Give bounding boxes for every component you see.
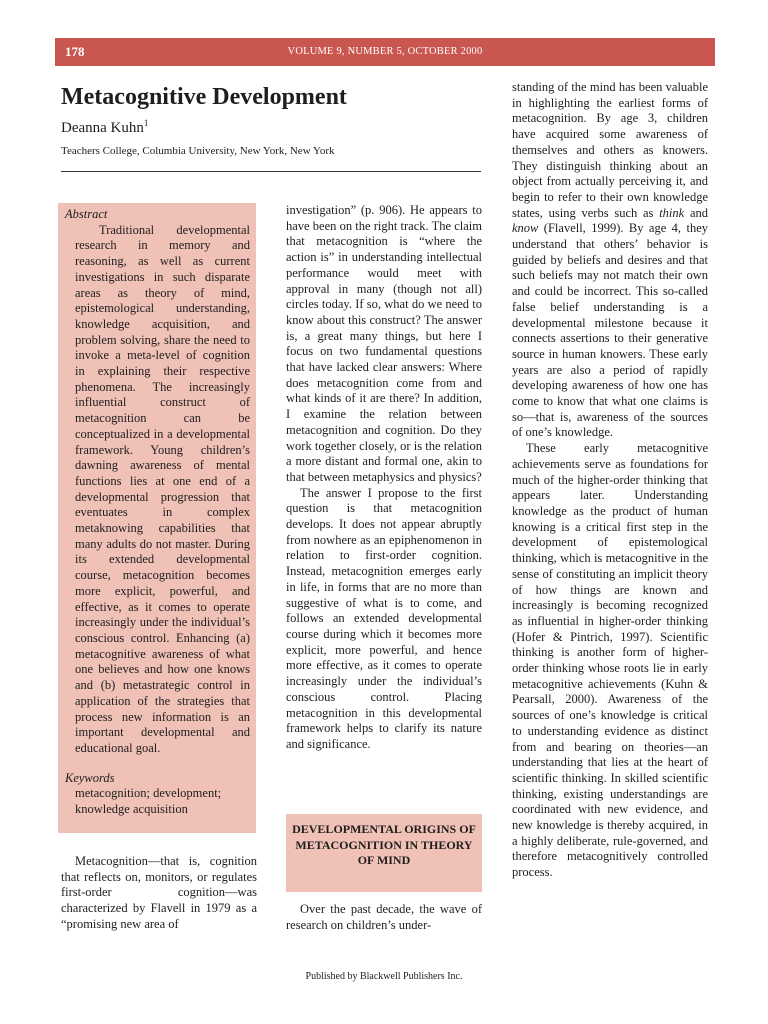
- paragraph: The answer I propose to the first question is that metacognition develops. It does not appear abruptly from nowhere as an epiphenomenon in relation to first-order cognition. Instead, metacognition emerges early in life, in forms that are no more than suggestive of what is to come, and follows an extended developmental course during which it becomes more explicit, more powerful, and hence more effective, as it comes to operate increasingly under the individual’s conscious control. Placing metacognition in this developmental framework helps to clarify its nature and significance.: [286, 485, 482, 751]
- abstract-text: Traditional developmental research in memory and reasoning, as well as current investigations in such disparate areas as theory of mind, epistemological understanding, knowledge acquisition, and problem solving, share the need to invoke a meta-level of cognition in explaining their respective phenomena. The increasingly influential construct of metacognition can be conceptualized in a developmental framework. Young children’s dawning awareness of mental functions lies at one end of a developmental progression that eventuates in complex metaknowing capabilities that many adults do not master. During its extended developmental course, metacognition becomes more explicit, powerful, and effective, as it comes to operate increasingly under the individual’s conscious control. Enhancing (a) metacognitive awareness of what one believes and how one knows and (b) metastrategic control in application of the strategies that process new information is an important developmental and educational goal.: [75, 222, 250, 755]
- keywords-label: Keywords: [65, 770, 115, 785]
- intro-paragraph: Metacognition—that is, cognition that reflects on, monitors, or regulates first-order cognition—was characterized by Flavell in 1979 as a “promising new area of: [61, 854, 257, 931]
- affiliation: Teachers College, Columbia University, New York, New York: [61, 145, 335, 157]
- keywords-text: metacognition; development; knowledge acquisition: [75, 786, 222, 817]
- article-title: Metacognitive Development: [61, 84, 347, 110]
- abstract-box: [58, 203, 256, 833]
- column-3-body: [512, 80, 708, 881]
- text-run: and: [684, 205, 708, 220]
- paragraph: [512, 80, 708, 441]
- paragraph: Over the past decade, the wave of research on children’s under-: [286, 902, 482, 932]
- italic-term: know: [512, 221, 539, 236]
- author-footnote: 1: [143, 118, 149, 128]
- section-heading: DEVELOPMENTAL ORIGINS OF METACOGNITION IN THEORY OF MIND: [286, 814, 482, 892]
- text-run: (Flavell, 1999). By age 4, they understand that others’ behavior is guided by beliefs and desires and that such beliefs may not match their own and could be incorrect. This so-called false belief understanding is a developmental milestone because it connects assertions to their generative source in human knowers. These early years are also a period of rapidly developing awareness of how one has come to know that what one claims is so—that is, awareness of the sources of one’s knowledge.: [512, 221, 708, 440]
- column-2-body: [286, 203, 482, 753]
- column-2-bottom: [286, 902, 482, 933]
- abstract-label: Abstract: [65, 207, 108, 221]
- running-head: VOLUME 9, NUMBER 5, OCTOBER 2000: [287, 46, 483, 57]
- publisher-footer: Published by Blackwell Publishers Inc.: [305, 971, 463, 982]
- page-number: 178: [65, 44, 85, 59]
- author-name: Deanna Kuhn: [61, 120, 144, 136]
- header-bar: [55, 38, 715, 66]
- italic-term: think: [659, 205, 685, 220]
- column-1-body: [61, 854, 257, 933]
- paragraph: These early metacognitive achievements serve as foundations for much of the higher-order thinking that appears later. Understanding knowledge as the product of human knowing is a critical first step in the development of epistemological thinking, which is metacognitive in the sense of constituting an implicit theory of how things are known and increasingly is becoming recognized as influential in higher-order thinking (Hofer & Pintrich, 1997). Scientific thinking is another form of higher-order thinking whose roots lie in early metacognitive achievements (Kuhn & Pearsall, 2000). Awareness of the sources of one’s knowledge is critical to understanding evidence as distinct from and bearing on theories—an understanding that lies at the heart of scientific thinking. In skilled scientific thinking, existing understandings are coordinated with new evidence, and new knowledge is thereby acquired, in a highly deliberate, rule-governed, and therefore metacognitively controlled process.: [512, 441, 708, 880]
- text-run: standing of the mind has been valuable in highlighting the earliest forms of metacognition. By age 3, children have acquired some awareness of themselves and others as knowers. They distinguish thinking about an object from actually perceiving it, and begin to refer to their own knowledge states, using verbs such as: [512, 80, 708, 220]
- paragraph: investigation” (p. 906). He appears to have been on the right track. The claim that metacognition is “where the action is” in understanding intellectual performance would meet with approval in many (though not all) circles today. If so, what do we need to know about this construct? The answer is, a great many things, but here I focus on two fundamental questions that have lacked clear answers: Where does metacognition come from and what kinds of it are there? In addition, I examine the relation between metacognition and cognition. Do they work together closely, or is the relation a more distant and formal one, akin to that between metaphysics and physics?: [286, 203, 482, 484]
- author-line: [61, 118, 148, 137]
- title-divider: [61, 171, 481, 172]
